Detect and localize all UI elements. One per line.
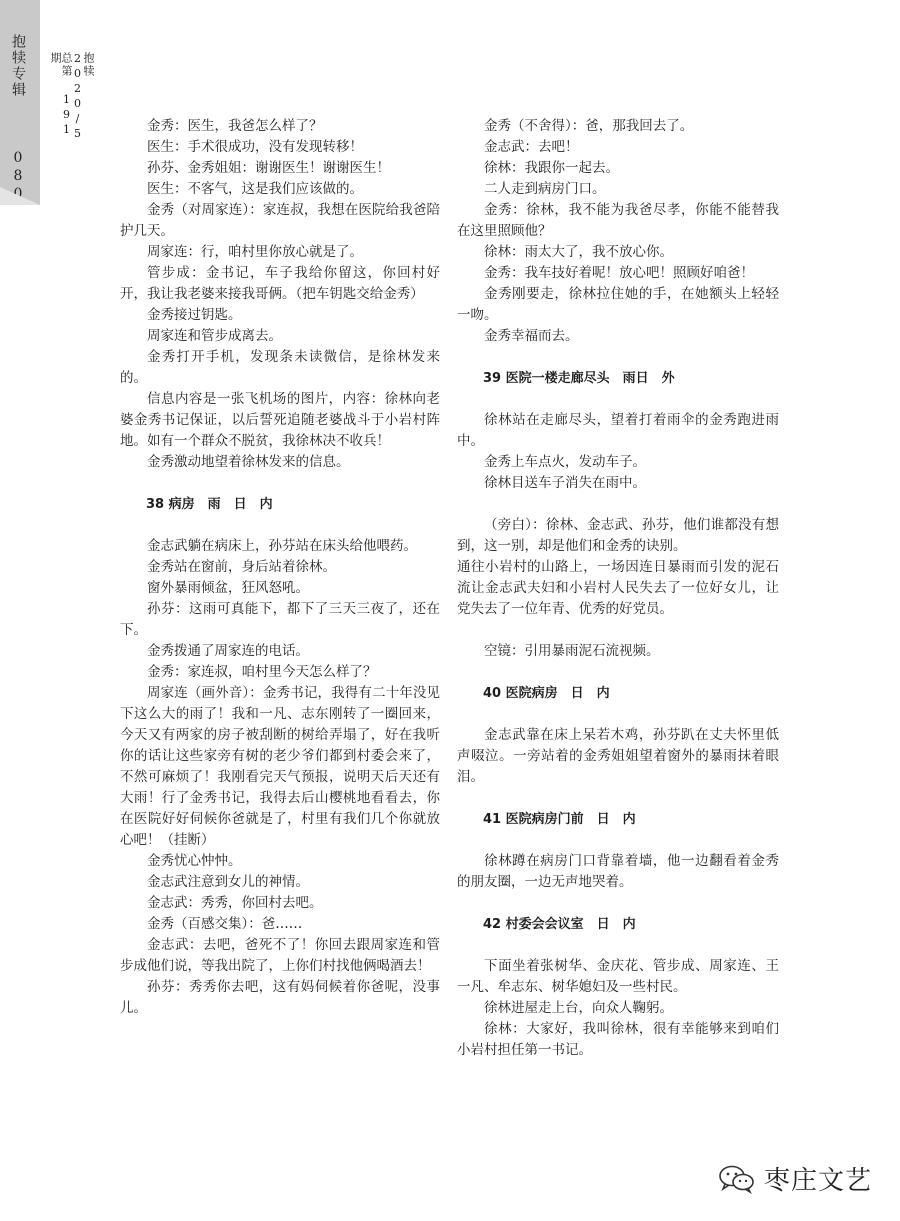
paragraph: 金志武：去吧，爸死不了！你回去跟周家连和管步成他们说，等我出院了，上你们村找他俩喝酒去！ bbox=[120, 937, 440, 974]
paragraph: 金秀：家连叔，咱村里今天怎么样了？ bbox=[147, 664, 377, 680]
paragraph: 周家连：行，咱村里你放心就是了。 bbox=[147, 244, 363, 260]
wechat-icon bbox=[718, 1164, 756, 1194]
paragraph: 医生：不客气，这是我们应该做的。 bbox=[147, 181, 363, 197]
scene-heading: 38 病房 雨 日 内 bbox=[146, 497, 273, 512]
right-column bbox=[457, 116, 779, 1061]
paragraph-gap bbox=[457, 830, 779, 851]
footer-brand bbox=[718, 1160, 872, 1197]
paragraph-gap bbox=[457, 893, 779, 914]
paragraph: 金志武：去吧！ bbox=[484, 139, 579, 155]
paragraph: 孙芬：这雨可真能下，都下了三天三夜了，还在下。 bbox=[120, 601, 440, 638]
paragraph-gap bbox=[457, 704, 779, 725]
running-header-text: 抱犊 2020/5 总第 191 期 bbox=[49, 52, 95, 142]
scene-heading: 39 医院一楼走廊尽头 雨日 外 bbox=[483, 371, 675, 386]
paragraph-gap bbox=[457, 389, 779, 410]
paragraph-gap bbox=[457, 788, 779, 809]
paragraph: 金秀：我车技好着呢！放心吧！照顾好咱爸！ bbox=[484, 265, 754, 281]
paragraph: 徐林：我跟你一起去。 bbox=[484, 160, 619, 176]
paragraph: 周家连（画外音）：金秀书记，我得有二十年没见下这么大的雨了！我和一凡、志东刚转了一圈回来，今天又有两家的房子被刮断的树给弄塌了，好在我听你的话让这些家旁有树的老少爷们都到村委会来了，不然可麻烦了！我刚看完天气预报，说明天后天还有大雨！行了金秀书记，我得去后山樱桃地看看去，你在医院好好伺候你爸就是了，村里有我们几个你就放心吧！（挂断） bbox=[120, 685, 440, 848]
paragraph: 金志武躺在病床上，孙芬站在床头给他喂药。 bbox=[147, 538, 417, 554]
paragraph: 空镜：引用暴雨泥石流视频。 bbox=[484, 643, 660, 659]
paragraph-gap bbox=[120, 515, 440, 536]
paragraph: 金秀激动地望着徐林发来的信息。 bbox=[147, 454, 350, 470]
paragraph: 金秀：徐林，我不能为我爸尽孝，你能不能替我在这里照顾他？ bbox=[457, 202, 779, 239]
paragraph: 金秀站在窗前，身后站着徐林。 bbox=[147, 559, 336, 575]
paragraph: 徐林站在走廊尽头，望着打着雨伞的金秀跑进雨中。 bbox=[457, 412, 779, 449]
paragraph: 金秀（百感交集）：爸…… bbox=[147, 916, 303, 932]
paragraph-gap bbox=[120, 473, 440, 494]
paragraph: （旁白）：徐林、金志武、孙芬，他们谁都没有想到，这一别，却是他们和金秀的诀别。 bbox=[457, 517, 779, 554]
side-tab-title: 抱犊专辑 bbox=[10, 34, 26, 98]
brand-name: 枣庄文艺 bbox=[763, 1166, 872, 1196]
page-number: 080 bbox=[10, 150, 26, 204]
paragraph: 金秀打开手机，发现条未读微信，是徐林发来的。 bbox=[120, 349, 440, 386]
paragraph: 徐林：雨太大了，我不放心你。 bbox=[484, 244, 673, 260]
paragraph: 孙芬：秀秀你去吧，这有妈伺候着你爸呢，没事儿。 bbox=[120, 979, 440, 1016]
left-column bbox=[120, 116, 440, 1019]
paragraph-gap bbox=[457, 494, 779, 515]
paragraph: 二人走到病房门口。 bbox=[484, 181, 606, 197]
paragraph: 徐林蹲在病房门口背靠着墙，他一边翻看着金秀的朋友圈，一边无声地哭着。 bbox=[457, 853, 779, 890]
paragraph: 通往小岩村的山路上，一场因连日暴雨而引发的泥石流让金志武夫妇和小岩村人民失去了一位好女儿，让党失去了一位年青、优秀的好党员。 bbox=[457, 559, 779, 617]
side-tab-fold bbox=[0, 187, 40, 205]
paragraph: 金秀（对周家连）：家连叔，我想在医院给我爸陪护几天。 bbox=[120, 202, 440, 239]
paragraph: 管步成：金书记，车子我给你留这，你回村好开，我让我老婆来接我哥俩。（把车钥匙交给金秀） bbox=[120, 265, 440, 302]
scene-heading: 41 医院病房门前 日 内 bbox=[483, 812, 636, 827]
paragraph: 金秀上车点火，发动车子。 bbox=[484, 454, 646, 470]
paragraph: 金秀刚要走，徐林拉住她的手，在她额头上轻轻一吻。 bbox=[457, 286, 779, 323]
paragraph-gap bbox=[457, 935, 779, 956]
paragraph: 金志武靠在床上呆若木鸡，孙芬趴在丈夫怀里低声啜泣。一旁站着的金秀姐姐望着窗外的暴雨抹着眼泪。 bbox=[457, 727, 779, 785]
paragraph: 金秀拨通了周家连的电话。 bbox=[147, 643, 309, 659]
paragraph: 窗外暴雨倾盆，狂风怒吼。 bbox=[147, 580, 309, 596]
paragraph: 金秀（不舍得）：爸，那我回去了。 bbox=[484, 118, 694, 134]
paragraph-gap bbox=[457, 620, 779, 641]
paragraph: 金志武：秀秀，你回村去吧。 bbox=[147, 895, 323, 911]
paragraph: 金秀幸福而去。 bbox=[484, 328, 579, 344]
scene-heading: 42 村委会会议室 日 内 bbox=[483, 917, 636, 932]
paragraph: 下面坐着张树华、金庆花、管步成、周家连、王一凡、牟志东、树华媳妇及一些村民。 bbox=[457, 958, 779, 995]
paragraph: 徐林进屋走上台，向众人鞠躬。 bbox=[484, 1000, 673, 1016]
paragraph: 金志武注意到女儿的神情。 bbox=[147, 874, 309, 890]
paragraph: 医生：手术很成功，没有发现转移！ bbox=[147, 139, 363, 155]
paragraph: 孙芬、金秀姐姐：谢谢医生！谢谢医生！ bbox=[147, 160, 390, 176]
side-tab-label bbox=[11, 34, 25, 204]
paragraph: 金秀忧心忡忡。 bbox=[147, 853, 242, 869]
side-tab bbox=[0, 0, 40, 205]
paragraph: 信息内容是一张飞机场的图片，内容：徐林向老婆金秀书记保证，以后誓死追随老婆战斗于小岩村阵地。如有一个群众不脱贫，我徐林决不收兵！ bbox=[120, 391, 440, 449]
paragraph: 金秀：医生，我爸怎么样了？ bbox=[147, 118, 323, 134]
paragraph: 徐林目送车子消失在雨中。 bbox=[484, 475, 646, 491]
paragraph: 徐林：大家好，我叫徐林，很有幸能够来到咱们小岩村担任第一书记。 bbox=[457, 1021, 779, 1058]
paragraph: 金秀接过钥匙。 bbox=[147, 307, 242, 323]
paragraph-gap bbox=[457, 662, 779, 683]
paragraph: 周家连和管步成离去。 bbox=[147, 328, 282, 344]
scene-heading: 40 医院病房 日 内 bbox=[483, 686, 610, 701]
paragraph-gap bbox=[457, 347, 779, 368]
side-tab-spacer bbox=[10, 116, 26, 132]
